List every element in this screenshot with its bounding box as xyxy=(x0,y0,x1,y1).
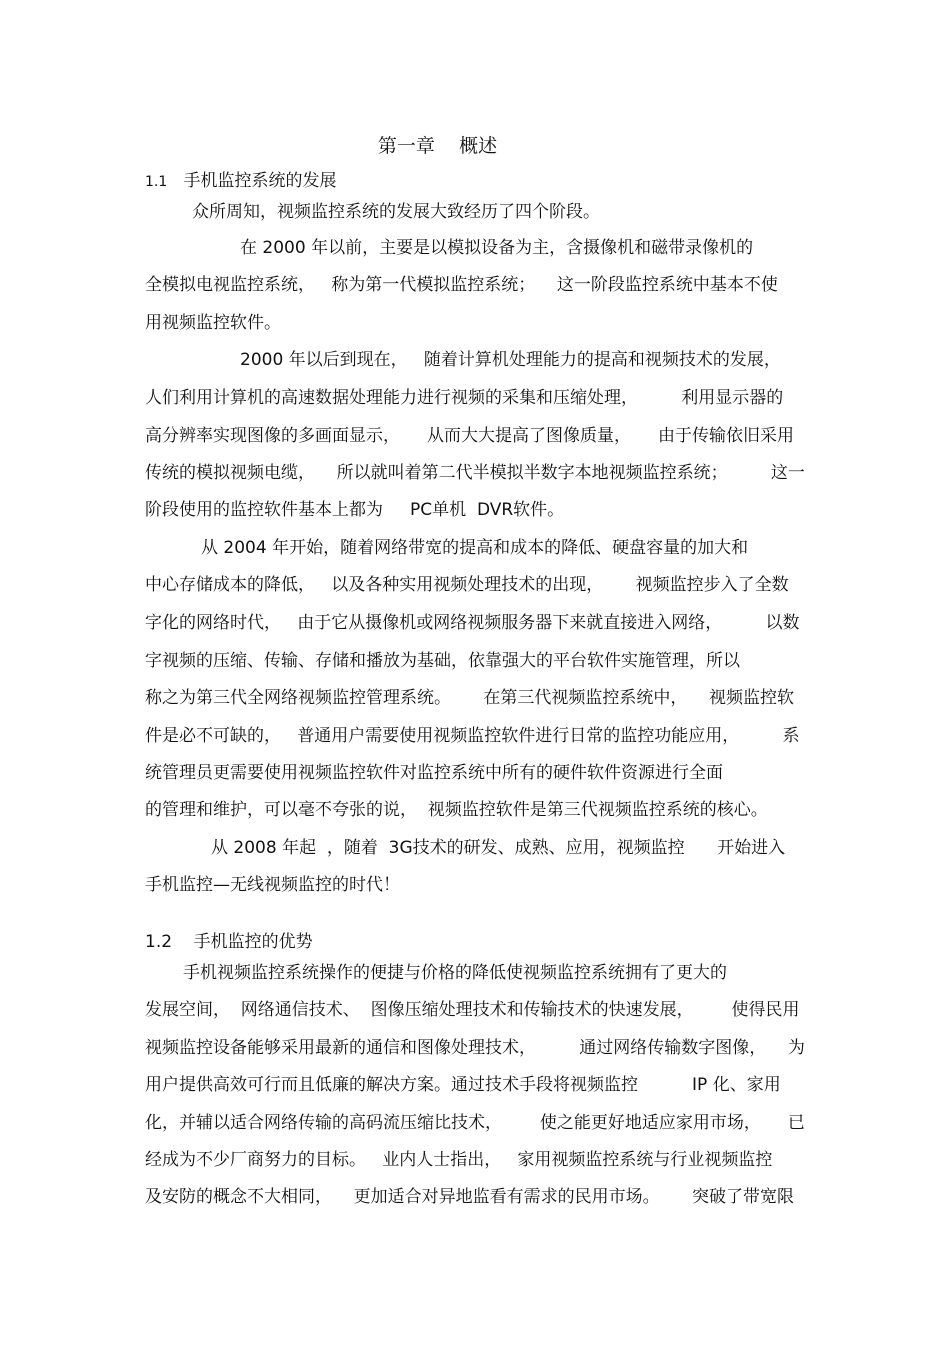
paragraph-line: 发展空间， 网络通信技术、 图像压缩处理技术和传输技术的快速发展， 使得民用 xyxy=(145,1000,800,1020)
paragraph-line: 手机视频监控系统操作的便捷与价格的降低使视频监控系统拥有了更大的 xyxy=(183,963,727,983)
paragraph-line: 人们利用计算机的高速数据处理能力进行视频的采集和压缩处理， 利用显示器的 xyxy=(145,388,784,408)
paragraph-line: 从 2008 年起 ，随着 3G技术的研发、成熟、应用，视频监控 开始进入 xyxy=(211,838,786,858)
paragraph-line: 视频监控设备能够采用最新的通信和图像处理技术， 通过网络传输数字图像， 为 xyxy=(145,1038,805,1058)
paragraph-line: 中心存储成本的降低， 以及各种实用视频处理技术的出现， 视频监控步入了全数 xyxy=(145,575,789,595)
section-heading-1-1 xyxy=(145,171,336,192)
paragraph-line: 件是必不可缺的， 普通用户需要使用视频监控软件进行日常的监控功能应用， 系 xyxy=(145,726,800,746)
section-title: 手机监控系统的发展 xyxy=(183,171,337,191)
paragraph-line: 全模拟电视监控系统， 称为第一代模拟监控系统； 这一阶段监控系统中基本不使 xyxy=(145,275,778,295)
paragraph-line: 众所周知，视频监控系统的发展大致经历了四个阶段。 xyxy=(192,202,600,222)
section-heading-1-2 xyxy=(145,932,313,952)
paragraph-line: 从 2004 年开始，随着网络带宽的提高和成本的降低、硬盘容量的加大和 xyxy=(201,538,749,558)
paragraph-line: 称之为第三代全网络视频监控管理系统。 在第三代视频监控系统中， 视频监控软 xyxy=(145,688,795,708)
paragraph-line: 的管理和维护，可以毫不夸张的说， 视频监控软件是第三代视频监控系统的核心。 xyxy=(145,800,768,820)
paragraph-line: 传统的模拟视频电缆， 所以就叫着第二代半模拟半数字本地视频监控系统； 这一 xyxy=(145,463,805,483)
paragraph-line: 用视频监控软件。 xyxy=(145,313,281,333)
paragraph-line: 用户提供高效可行而且低廉的解决方案。通过技术手段将视频监控 IP 化、家用 xyxy=(145,1075,781,1095)
paragraph-line: 字化的网络时代， 由于它从摄像机或网络视频服务器下来就直接进入网络， 以数 xyxy=(145,613,800,633)
paragraph-line: 高分辨率实现图像的多画面显示， 从而大大提高了图像质量， 由于传输依旧采用 xyxy=(145,426,795,446)
paragraph-line: 字视频的压缩、传输、存储和播放为基础，依靠强大的平台软件实施管理，所以 xyxy=(145,651,740,671)
paragraph-line: 化，并辅以适合网络传输的高码流压缩比技术， 使之能更好地适应家用市场， 已 xyxy=(145,1113,805,1133)
paragraph-line: 在 2000 年以前，主要是以模拟设备为主，含摄像机和磁带录像机的 xyxy=(240,238,754,258)
paragraph-line: 经成为不少厂商努力的目标。 业内人士指出， 家用视频监控系统与行业视频监控 xyxy=(145,1150,773,1170)
paragraph-line: 2000 年以后到现在， 随着计算机处理能力的提高和视频技术的发展， xyxy=(240,350,781,370)
chapter-title: 第一章 概述 xyxy=(377,135,498,157)
section-title: 手机监控的优势 xyxy=(193,932,313,952)
section-number: 1.1 xyxy=(145,174,168,190)
section-number: 1.2 xyxy=(145,932,173,952)
paragraph-line: 统管理员更需要使用视频监控软件对监控系统中所有的硬件软件资源进行全面 xyxy=(145,763,723,783)
paragraph-line: 阶段使用的监控软件基本上都为 PC单机 DVR软件。 xyxy=(145,500,565,520)
paragraph-line: 手机监控—无线视频监控的时代！ xyxy=(145,875,400,895)
paragraph-line: 及安防的概念不大相同， 更加适合对异地监看有需求的民用市场。 突破了带宽限 xyxy=(145,1187,795,1207)
